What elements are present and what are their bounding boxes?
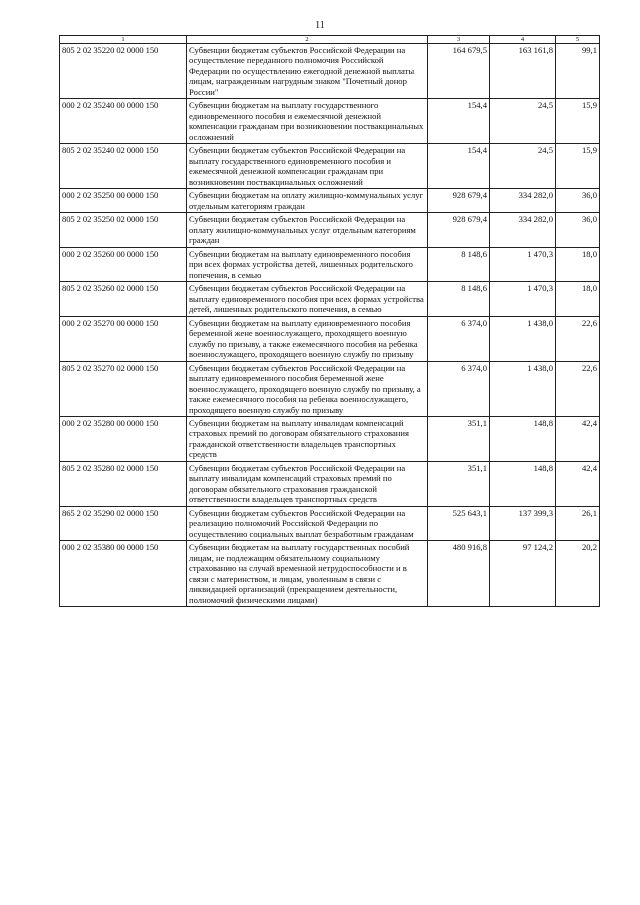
plan-amount-cell: 154,4 [428,99,490,144]
description-cell: Субвенции бюджетам субъектов Российской Федерации на выплату инвалидам компенсаций страховых премий по договорам обязательного страхования гражданской ответственности владельцев транспортных средств [187,461,428,506]
plan-amount-cell: 351,1 [428,461,490,506]
actual-amount-cell: 97 124,2 [490,541,556,607]
execution-percent-cell: 22,6 [556,316,600,361]
actual-amount-cell: 334 282,0 [490,213,556,247]
description-cell: Субвенции бюджетам на выплату государственного единовременного пособия и ежемесячной денежной компенсации гражданам при возникновении поствакцинальных осложнений [187,99,428,144]
budget-code-cell: 805 2 02 35280 02 0000 150 [60,461,187,506]
budget-code-cell: 865 2 02 35290 02 0000 150 [60,506,187,540]
execution-percent-cell: 22,6 [556,361,600,416]
description-cell: Субвенции бюджетам на выплату государственных пособий лицам, не подлежащим обязательному социальному страхованию на случай временной нетрудоспособности и в связи с материнством, и лицам, уволенным в связи с ликвидацией организаций (прекращением деятельности, полномочий физическими лицами) [187,541,428,607]
description-cell: Субвенции бюджетам на оплату жилищно-коммунальных услуг отдельным категориям граждан [187,189,428,213]
budget-code-cell: 805 2 02 35270 02 0000 150 [60,361,187,416]
plan-amount-cell: 6 374,0 [428,316,490,361]
execution-percent-cell: 36,0 [556,189,600,213]
budget-code-cell: 000 2 02 35270 00 0000 150 [60,316,187,361]
page-number: 11 [315,20,325,31]
plan-amount-cell: 8 148,6 [428,282,490,316]
description-cell: Субвенции бюджетам на выплату единовременного пособия при всех формах устройства детей, лишенных родительского попечения, в семью [187,247,428,281]
budget-code-cell: 000 2 02 35280 00 0000 150 [60,416,187,461]
execution-percent-cell: 15,9 [556,144,600,189]
table-row [60,282,600,316]
table-row [60,247,600,281]
description-cell: Субвенции бюджетам субъектов Российской Федерации на выплату государственного единовременного пособия и ежемесячной денежной компенсации гражданам при возникновении поствакцинальных осложнений [187,144,428,189]
plan-amount-cell: 525 643,1 [428,506,490,540]
execution-percent-cell: 42,4 [556,461,600,506]
plan-amount-cell: 928 679,4 [428,189,490,213]
plan-amount-cell: 8 148,6 [428,247,490,281]
description-cell: Субвенции бюджетам субъектов Российской Федерации на реализацию полномочий Российской Федерации по осуществлению социальных выплат безработным гражданам [187,506,428,540]
actual-amount-cell: 148,8 [490,416,556,461]
plan-amount-cell: 154,4 [428,144,490,189]
budget-code-cell: 805 2 02 35240 02 0000 150 [60,144,187,189]
table-row [60,213,600,247]
actual-amount-cell: 1 470,3 [490,282,556,316]
plan-amount-cell: 351,1 [428,416,490,461]
column-number-row [60,36,600,44]
table-row [60,144,600,189]
column-header-1: 1 [60,36,187,44]
execution-percent-cell: 26,1 [556,506,600,540]
execution-percent-cell: 15,9 [556,99,600,144]
actual-amount-cell: 334 282,0 [490,189,556,213]
actual-amount-cell: 137 399,3 [490,506,556,540]
budget-code-cell: 805 2 02 35260 02 0000 150 [60,282,187,316]
description-cell: Субвенции бюджетам субъектов Российской Федерации на выплату единовременного пособия при всех формах устройства детей, лишенных родительского попечения, в семью [187,282,428,316]
table-row [60,189,600,213]
table-header [60,36,600,44]
column-header-2: 2 [187,36,428,44]
table-row [60,99,600,144]
execution-percent-cell: 20,2 [556,541,600,607]
table-row [60,361,600,416]
budget-code-cell: 000 2 02 35240 00 0000 150 [60,99,187,144]
plan-amount-cell: 928 679,4 [428,213,490,247]
execution-percent-cell: 18,0 [556,247,600,281]
execution-percent-cell: 18,0 [556,282,600,316]
table-row [60,541,600,607]
table-row [60,44,600,99]
plan-amount-cell: 480 916,8 [428,541,490,607]
column-header-5: 5 [556,36,600,44]
actual-amount-cell: 24,5 [490,144,556,189]
budget-table [59,35,600,607]
budget-code-cell: 805 2 02 35220 02 0000 150 [60,44,187,99]
description-cell: Субвенции бюджетам субъектов Российской Федерации на оплату жилищно-коммунальных услуг отдельным категориям граждан [187,213,428,247]
budget-code-cell: 000 2 02 35260 00 0000 150 [60,247,187,281]
table-row [60,316,600,361]
description-cell: Субвенции бюджетам на выплату инвалидам компенсаций страховых премий по договорам обязательного страхования гражданской ответственности владельцев транспортных средств [187,416,428,461]
execution-percent-cell: 36,0 [556,213,600,247]
actual-amount-cell: 24,5 [490,99,556,144]
table-row [60,416,600,461]
description-cell: Субвенции бюджетам на выплату единовременного пособия беременной жене военнослужащего, проходящего военную службу по призыву, а также ежемесячного пособия на ребенка военнослужащего, проходящего военную службу по призыву [187,316,428,361]
execution-percent-cell: 42,4 [556,416,600,461]
actual-amount-cell: 1 438,0 [490,361,556,416]
budget-code-cell: 000 2 02 35250 00 0000 150 [60,189,187,213]
table-body [60,44,600,607]
execution-percent-cell: 99,1 [556,44,600,99]
description-cell: Субвенции бюджетам субъектов Российской Федерации на осуществление переданного полномочия Российской Федерации по осуществлению ежегодной денежной выплаты лицам, награжденным нагрудным знаком "Почетный донор России" [187,44,428,99]
table-row [60,506,600,540]
plan-amount-cell: 6 374,0 [428,361,490,416]
budget-code-cell: 000 2 02 35380 00 0000 150 [60,541,187,607]
actual-amount-cell: 148,8 [490,461,556,506]
actual-amount-cell: 163 161,8 [490,44,556,99]
table-row [60,461,600,506]
column-header-4: 4 [490,36,556,44]
actual-amount-cell: 1 470,3 [490,247,556,281]
budget-code-cell: 805 2 02 35250 02 0000 150 [60,213,187,247]
column-header-3: 3 [428,36,490,44]
actual-amount-cell: 1 438,0 [490,316,556,361]
description-cell: Субвенции бюджетам субъектов Российской Федерации на выплату единовременного пособия беременной жене военнослужащего, проходящего военную службу по призыву, а также ежемесячного пособия на ребенка военнослужащего, проходящего военную службу по призыву [187,361,428,416]
plan-amount-cell: 164 679,5 [428,44,490,99]
